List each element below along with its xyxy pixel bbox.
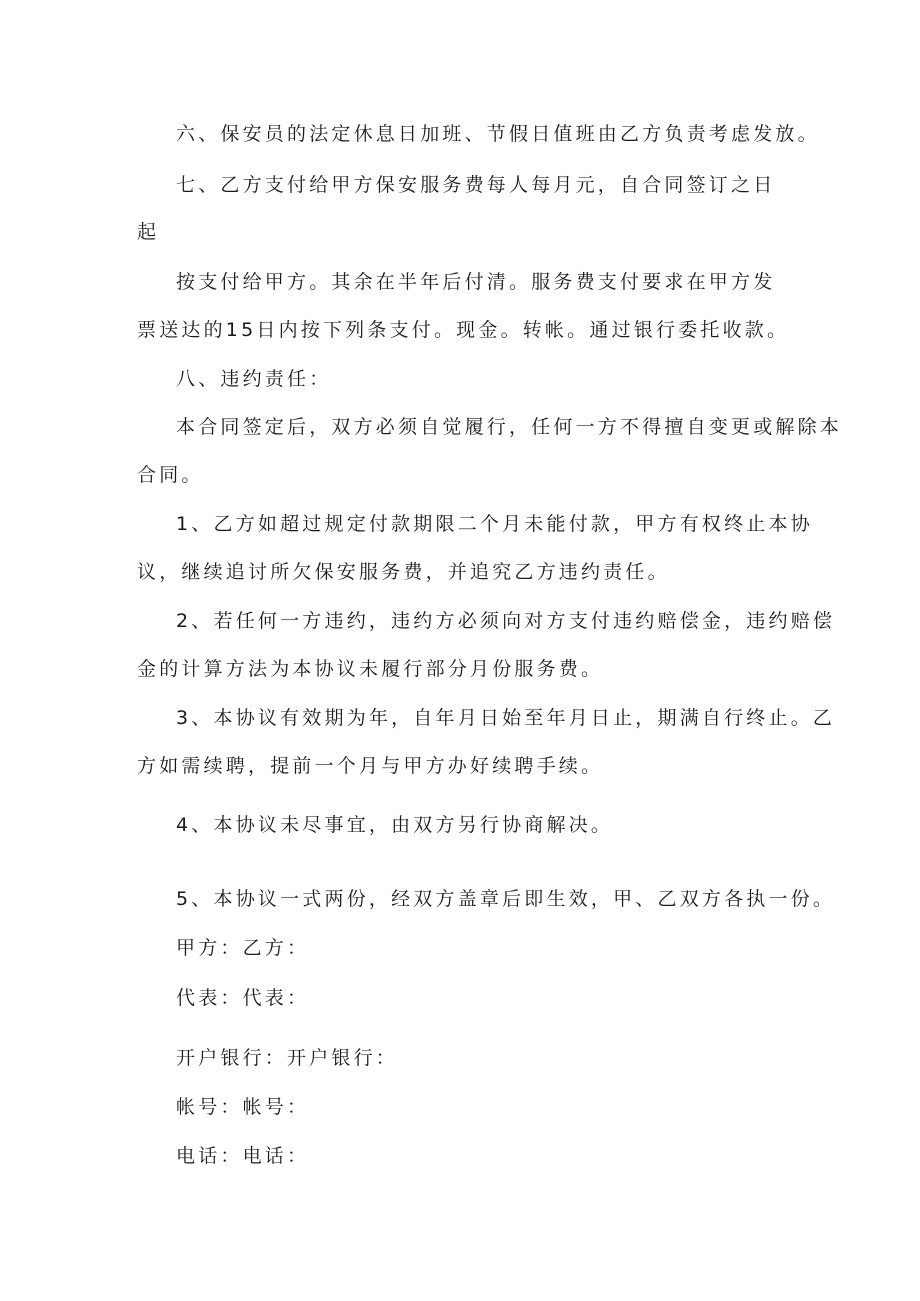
clause-8-heading: 八、违约责任：: [176, 368, 332, 390]
clause-7-line-1: 七、乙方支付给甲方保安服务费每人每月元，自合同签订之日: [176, 174, 776, 196]
item-2-line-2: 金的计算方法为本协议未履行部分月份服务费。: [137, 658, 604, 680]
clause-8-intro-line-2: 合同。: [137, 464, 204, 486]
clause-8-intro-line-1: 本合同签定后，双方必须自觉履行，任何一方不得擅自变更或解除本: [176, 416, 843, 438]
signature-accounts: 帐号：帐号：: [176, 1096, 310, 1118]
signature-representatives: 代表：代表：: [176, 987, 310, 1009]
item-5: 5、本协议一式两份，经双方盖章后即生效，甲、乙双方各执一份。: [176, 888, 836, 910]
item-1-line-2: 议，继续追讨所欠保安服务费，并追究乙方违约责任。: [137, 561, 670, 583]
signature-parties: 甲方：乙方：: [176, 937, 310, 959]
clause-7-line-4: 票送达的15日内按下列条支付。现金。转帐。通过银行委托收款。: [137, 319, 790, 341]
signature-phones: 电话：电话：: [176, 1145, 310, 1167]
item-1-line-1: 1、乙方如超过规定付款期限二个月未能付款，甲方有权终止本协: [176, 513, 813, 535]
item-4: 4、本协议未尽事宜，由双方另行协商解决。: [176, 814, 614, 836]
clause-6: 六、保安员的法定休息日加班、节假日值班由乙方负责考虑发放。: [176, 123, 820, 145]
item-3-line-2: 方如需续聘，提前一个月与甲方办好续聘手续。: [137, 755, 604, 777]
item-2-line-1: 2、若任何一方违约，违约方必须向对方支付违约赔偿金，违约赔偿: [176, 610, 836, 632]
item-3-line-1: 3、本协议有效期为年，自年月日始至年月日止，期满自行终止。乙: [176, 707, 836, 729]
clause-7-line-2: 起: [137, 221, 160, 243]
clause-7-line-3: 按支付给甲方。其余在半年后付清。服务费支付要求在甲方发: [176, 271, 776, 293]
signature-banks: 开户银行：开户银行：: [176, 1047, 399, 1069]
